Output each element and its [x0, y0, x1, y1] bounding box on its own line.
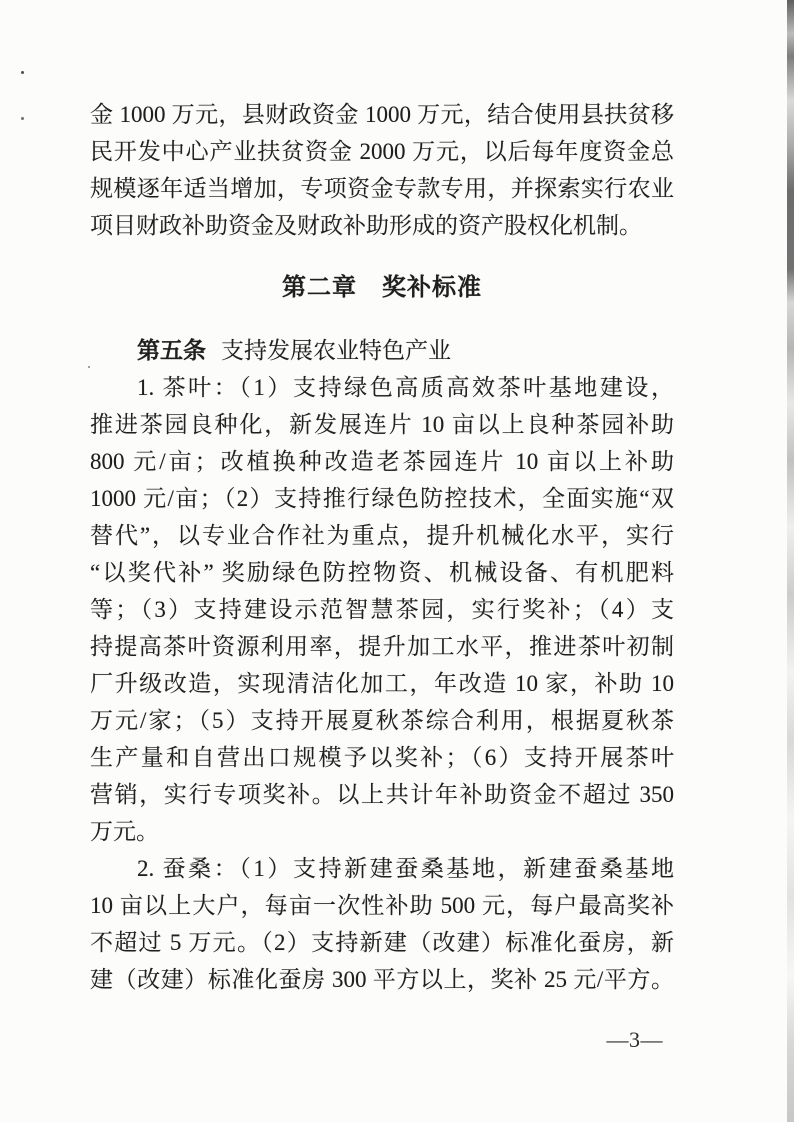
text-line: 推进茶园良种化，新发展连片 10 亩以上良种茶园补助 [90, 412, 674, 437]
text-line: 建（改建）标准化蚕房 300 平方以上，奖补 25 元/平方。 [90, 967, 674, 992]
text-line: 民开发中心产业扶贫资金 2000 万元，以后每年度资金总 [90, 139, 674, 164]
page-number: —3— [606, 1027, 663, 1052]
text-line: 营销，实行专项奖补。以上共计年补助资金不超过 350 [90, 782, 674, 807]
text-line: 规模逐年适当增加，专项资金专款专用，并探索实行农业 [90, 176, 674, 201]
text-line: 1. 茶叶：（1）支持绿色高质高效茶叶基地建设， [137, 375, 674, 400]
text-line: 等；（3）支持建设示范智慧茶园，实行奖补；（4）支 [90, 597, 674, 622]
intro-paragraph [90, 96, 674, 244]
scan-edge-artifact [787, 0, 794, 1122]
article-text [90, 369, 674, 998]
text-line: 生产量和自营出口规模予以奖补；（6）支持开展茶叶 [90, 745, 674, 770]
text-line: 替代”，以专业合作社为重点，提升机械化水平，实行 [90, 523, 674, 548]
chapter-heading: 第二章 奖补标准 [282, 275, 482, 301]
text-line: 1000 元/亩；（2）支持推行绿色防控技术，全面实施“双 [90, 486, 674, 511]
text-line: 万元。 [90, 819, 159, 844]
text-line: 金 1000 万元，县财政资金 1000 万元，结合使用县扶贫移 [90, 102, 674, 127]
text-line: 厂升级改造，实现清洁化加工，年改造 10 家，补助 10 [90, 671, 674, 696]
text-line: 不超过 5 万元。（2）支持新建（改建）标准化蚕房，新 [90, 930, 674, 955]
scan-speck [21, 71, 24, 74]
text-line: “以奖代补” 奖励绿色防控物资、机械设备、有机肥料 [90, 560, 674, 585]
text-line: 2. 蚕桑：（1）支持新建蚕桑基地，新建蚕桑基地 [137, 856, 674, 881]
text-line: 10 亩以上大户，每亩一次性补助 500 元，每户最高奖补 [90, 893, 674, 918]
scan-speck [21, 117, 24, 120]
article-heading [90, 332, 674, 369]
article-number: 第五条 [137, 338, 206, 363]
text-line: 800 元/亩；改植换种改造老茶园连片 10 亩以上补助 [90, 449, 674, 474]
document-body [90, 96, 674, 998]
article-title: 支持发展农业特色产业 [221, 338, 451, 363]
text-line: 万元/家；（5）支持开展夏秋茶综合利用，根据夏秋茶 [90, 708, 674, 733]
text-line: 项目财政补助资金及财政补助形成的资产股权化机制。 [90, 213, 642, 238]
text-line: 持提高茶叶资源利用率，提升加工水平，推进茶叶初制 [90, 634, 674, 659]
